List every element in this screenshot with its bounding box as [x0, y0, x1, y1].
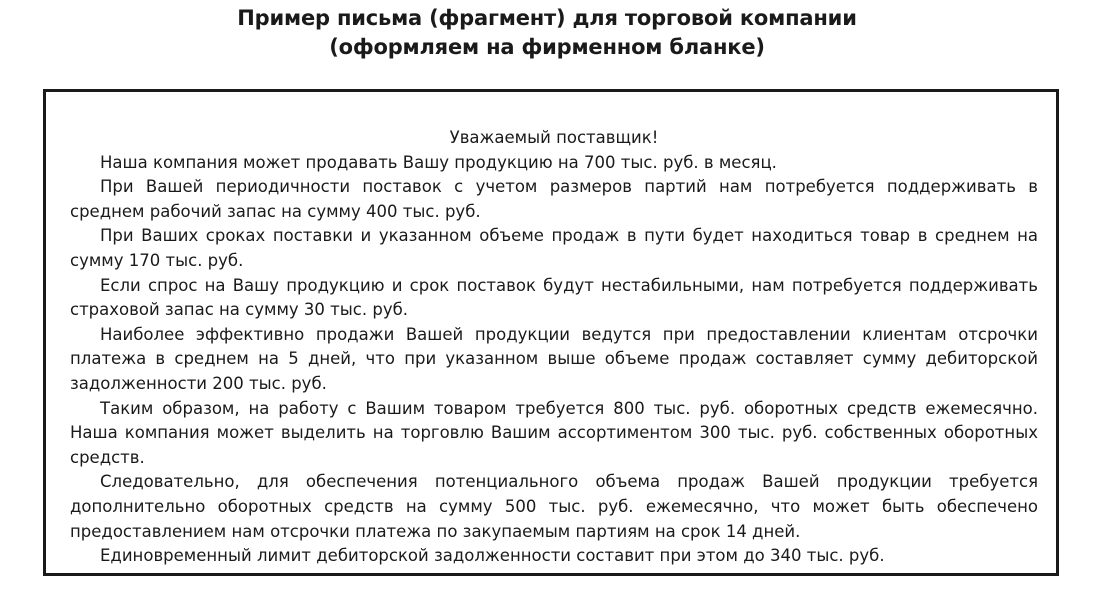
letter-paragraph: При Ваших сроках поставки и указанном объеме продаж в пути будет находиться товар в среднем на сумму 170 тыс. руб.: [70, 226, 1038, 270]
letter-body: [70, 126, 1038, 569]
title-line-2: (оформляем на фирменном бланке): [329, 35, 765, 59]
letter-paragraph: Если спрос на Вашу продукцию и срок поставок будут нестабильными, нам потребуется поддерживать страховой запас на сумму 30 тыс. руб.: [70, 275, 1038, 320]
letter-paragraph: При Вашей периодичности поставок с учетом размеров партий нам потребуется поддерживать в среднем рабочий запас на сумму 400 тыс. руб.: [70, 177, 1038, 221]
letter-paragraph: Наиболее эффективно продажи Вашей продукции ведутся при предоставлении клиентам отсрочки платежа в среднем на 5 дней, что при указанном выше объеме продаж составляет сумму дебиторской задолженности 200 тыс. руб.: [70, 324, 1038, 393]
letter-salutation: Уважаемый поставщик!: [449, 128, 659, 147]
letter-paragraph: Наша компания может продавать Вашу продукцию на 700 тыс. руб. в месяц.: [100, 152, 777, 172]
letter-frame: [43, 89, 1059, 576]
document-title: [0, 4, 1094, 62]
letter-paragraph: Таким образом, на работу с Вашим товаром требуется 800 тыс. руб. оборотных средств ежемесячно. Наша компания может выделить на торговлю Вашим ассортиментом 300 тыс. руб. собственных оборотных средств.: [70, 398, 1038, 467]
title-line-1: Пример письма (фрагмент) для торговой компании: [237, 6, 857, 30]
letter-paragraph: Единовременный лимит дебиторской задолженности составит при этом до 340 тыс. руб.: [100, 546, 885, 566]
letter-paragraph: Следовательно, для обеспечения потенциального объема продаж Вашей продукции требуется дополнительно оборотных средств на сумму 500 тыс. руб. ежемесячно, что может быть обеспечено предоставлением нам отсрочки платежа по закупаемым партиям на срок 14 дней.: [70, 472, 1038, 541]
